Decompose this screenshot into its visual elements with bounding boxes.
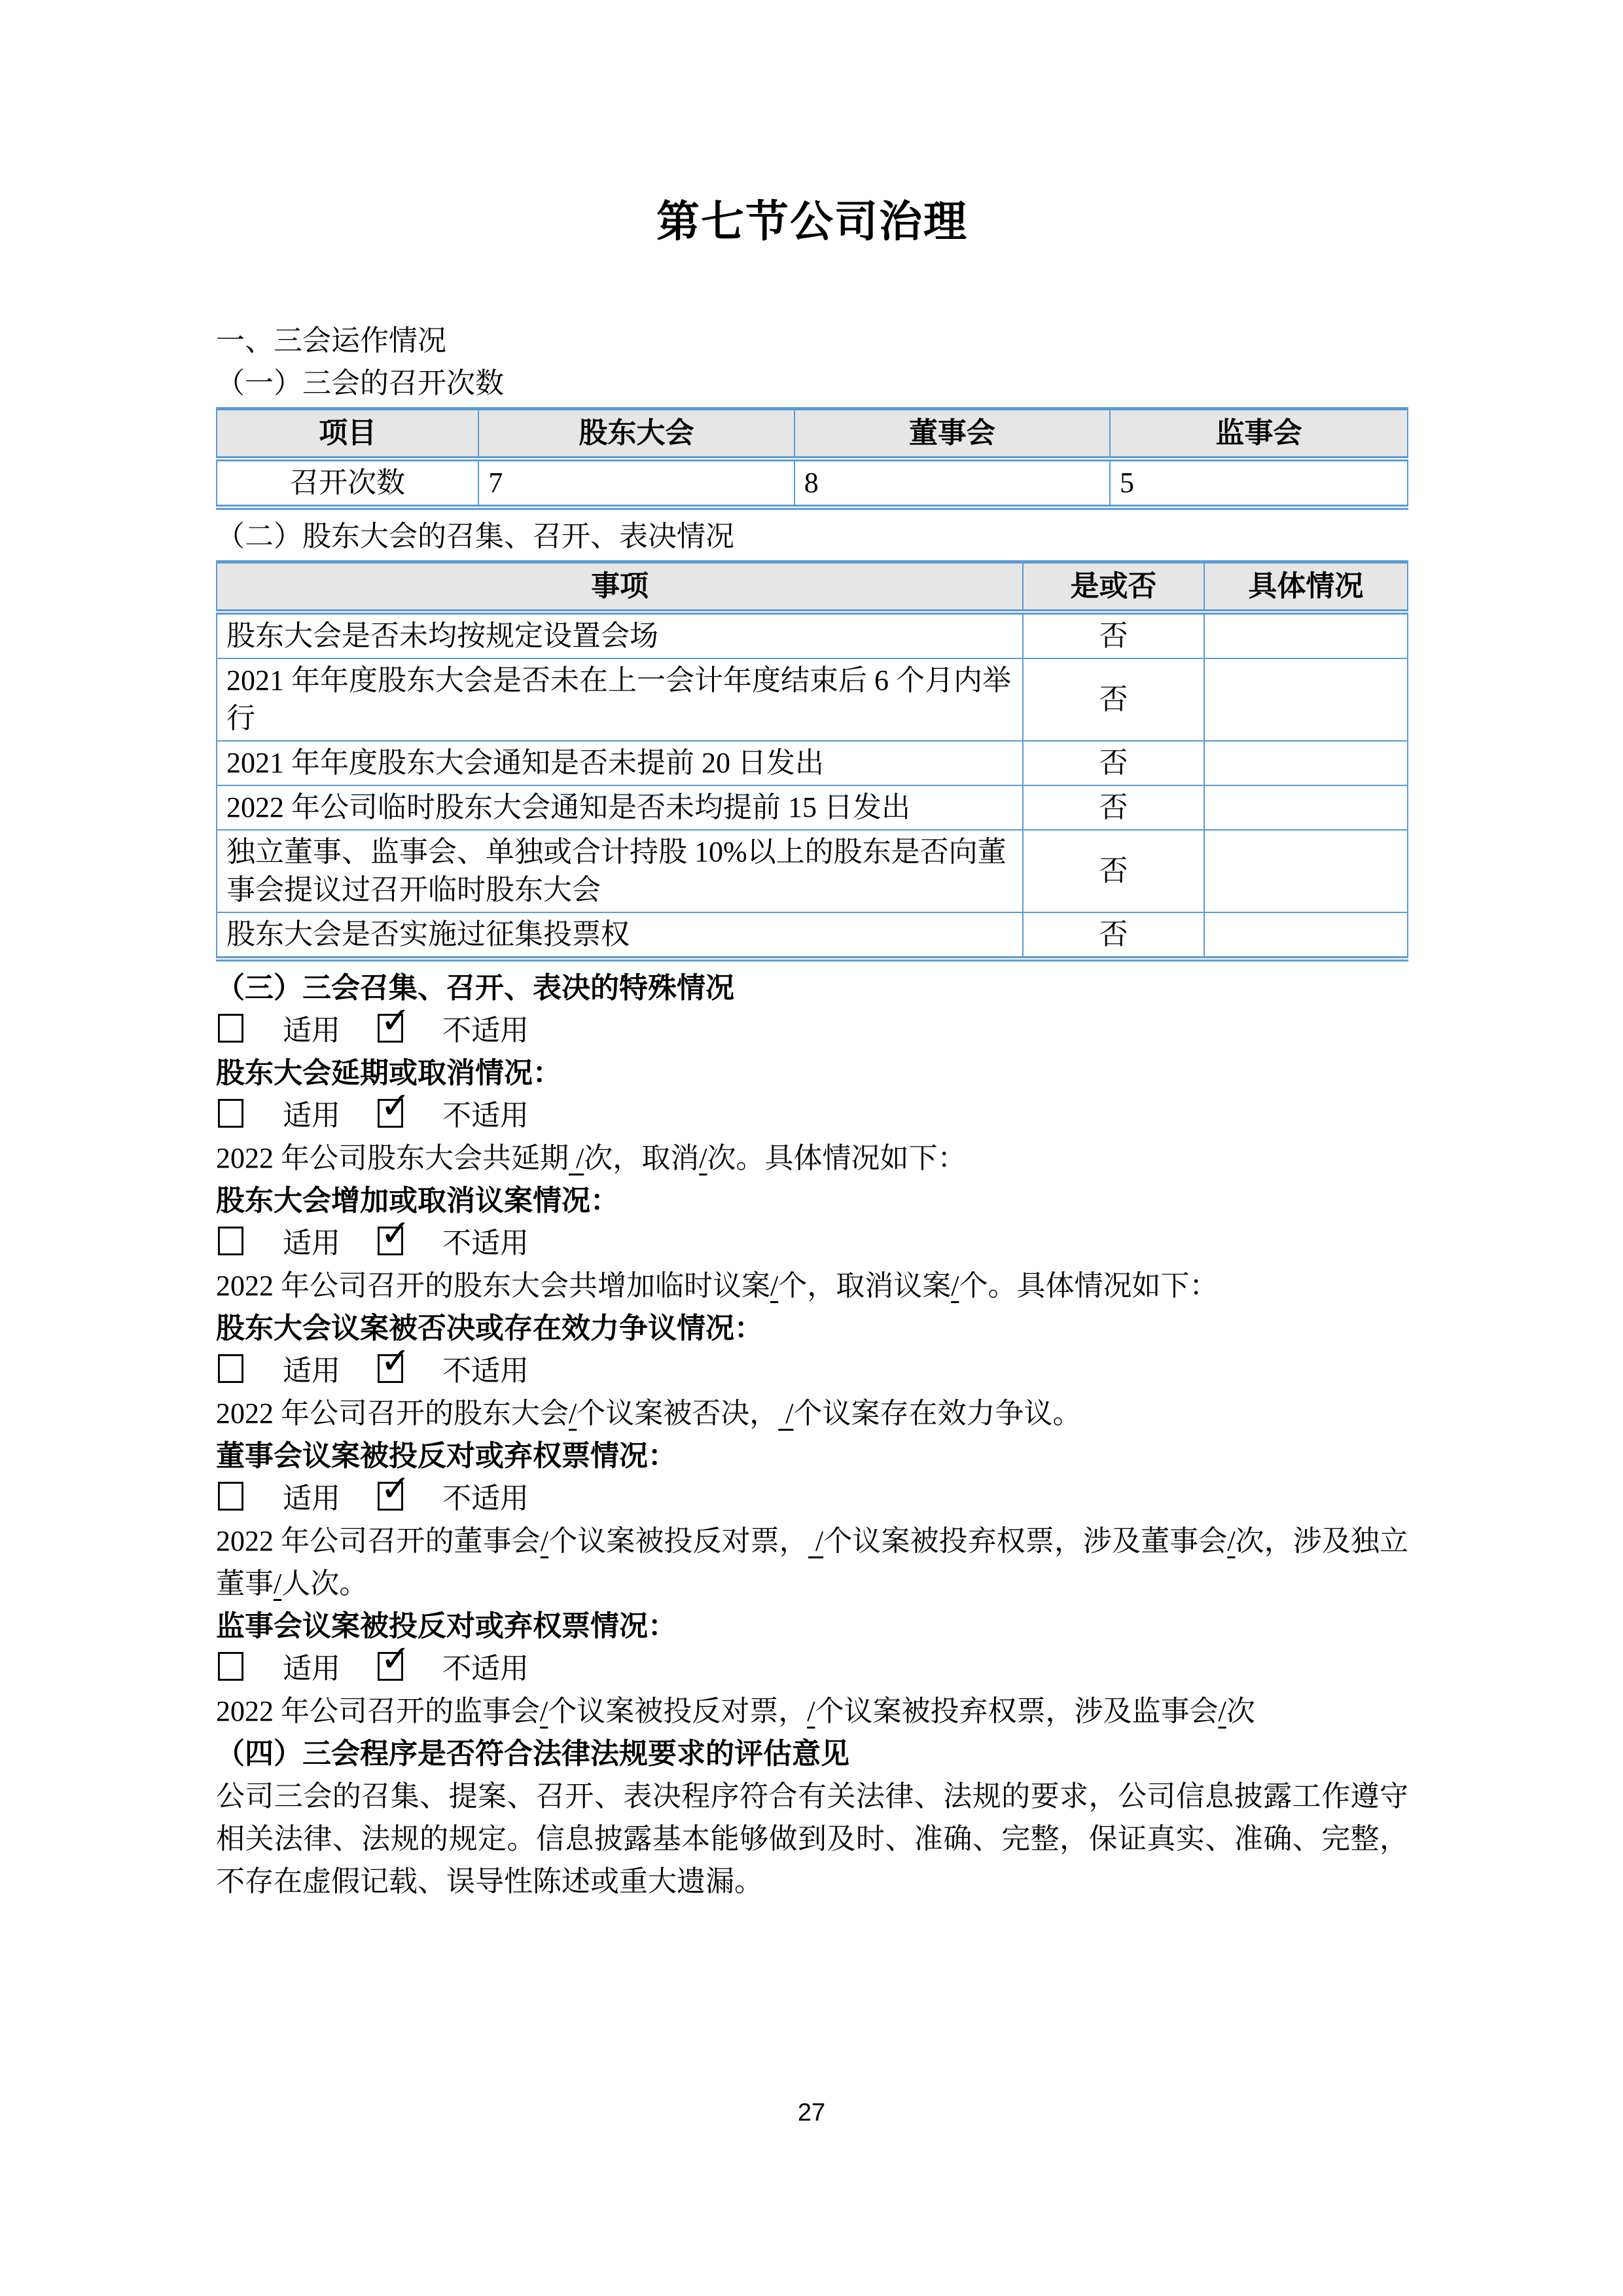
option-label-applicable: 适用 xyxy=(283,1227,340,1259)
check-mark-icon: ✓ xyxy=(380,1212,411,1255)
applicability-options xyxy=(216,1467,1408,1520)
option-label-applicable: 适用 xyxy=(283,1014,340,1047)
blank-slash: / xyxy=(569,1397,577,1429)
checked-checkbox-icon xyxy=(378,1085,411,1128)
option-label-not-applicable: 不适用 xyxy=(442,1355,529,1387)
blank-slash: / xyxy=(540,1525,549,1557)
column-header-details: 具体情况 xyxy=(1204,562,1408,613)
check-mark-icon: ✓ xyxy=(380,1085,411,1127)
option-label-applicable: 适用 xyxy=(283,1482,340,1515)
checked-checkbox-icon xyxy=(378,1467,411,1511)
blank-slash: / xyxy=(770,1270,779,1302)
blank-slash: / xyxy=(778,1397,794,1429)
matter-cell: 股东大会是否实施过征集投票权 xyxy=(217,912,1023,959)
section-heading-1-1: （一）三会的召开次数 xyxy=(216,367,504,399)
blank-slash: / xyxy=(808,1525,824,1557)
detail-cell xyxy=(1204,785,1408,830)
row-label-meeting-count: 召开次数 xyxy=(217,459,478,507)
blank-slash: / xyxy=(807,1695,815,1727)
unchecked-checkbox-icon xyxy=(218,1099,243,1128)
answer-cell: 否 xyxy=(1023,741,1204,785)
checked-checkbox-icon xyxy=(378,1212,411,1255)
column-header-item: 项目 xyxy=(217,409,478,459)
unchecked-checkbox-icon xyxy=(218,1014,243,1043)
blank-slash: / xyxy=(569,1142,584,1174)
amend-proposal-statement: 2022 年公司召开的股东大会共增加临时议案/个，取消议案/个。具体情况如下： xyxy=(216,1270,1219,1302)
unchecked-checkbox-icon xyxy=(218,1354,243,1383)
checked-checkbox-icon xyxy=(378,1340,411,1383)
option-label-not-applicable: 不适用 xyxy=(442,1014,529,1047)
applicability-options xyxy=(216,1638,1408,1690)
table-row xyxy=(217,785,1408,830)
option-label-applicable: 适用 xyxy=(283,1355,340,1387)
supervisory-meeting-count: 5 xyxy=(1110,459,1408,507)
shareholder-meeting-count: 7 xyxy=(478,459,794,507)
option-label-not-applicable: 不适用 xyxy=(442,1482,529,1515)
matter-cell: 2021 年年度股东大会是否未在上一会计年度结束后 6 个月内举行 xyxy=(217,658,1023,741)
option-label-not-applicable: 不适用 xyxy=(442,1100,529,1132)
blank-slash: / xyxy=(699,1142,707,1174)
postpone-cancel-statement: 2022 年公司股东大会共延期 /次，取消/次。具体情况如下： xyxy=(216,1142,967,1174)
answer-cell: 否 xyxy=(1023,612,1204,658)
applicability-options xyxy=(216,999,1408,1052)
option-label-applicable: 适用 xyxy=(283,1653,340,1685)
detail-cell xyxy=(1204,658,1408,741)
unchecked-checkbox-icon xyxy=(218,1652,243,1681)
option-label-not-applicable: 不适用 xyxy=(442,1653,529,1685)
table-row xyxy=(217,741,1408,785)
matter-cell: 2021 年年度股东大会通知是否未提前 20 日发出 xyxy=(217,741,1023,785)
board-vote-label: 董事会议案被投反对或弃权票情况： xyxy=(216,1440,677,1472)
detail-cell xyxy=(1204,830,1408,912)
matter-cell: 2022 年公司临时股东大会通知是否未均提前 15 日发出 xyxy=(217,785,1023,830)
section-heading-1-2: （二）股东大会的召集、召开、表决情况 xyxy=(216,520,734,552)
blank-slash: / xyxy=(951,1270,959,1302)
rejected-proposal-label: 股东大会议案被否决或存在效力争议情况： xyxy=(216,1312,763,1344)
blank-slash: / xyxy=(274,1568,282,1600)
board-vote-statement: 2022 年公司召开的董事会/个议案被投反对票， /个议案被投弃权票，涉及董事会/次，涉及独立董事/人次。 xyxy=(216,1525,1409,1600)
page-number: 27 xyxy=(797,2099,826,2126)
matter-cell: 股东大会是否未均按规定设置会场 xyxy=(217,612,1023,658)
check-mark-icon: ✓ xyxy=(380,1467,411,1510)
column-header-board: 董事会 xyxy=(794,409,1110,459)
column-header-matter: 事项 xyxy=(217,562,1023,613)
check-mark-icon: ✓ xyxy=(380,1340,411,1382)
page-title: 第七节公司治理 xyxy=(656,198,968,246)
detail-cell xyxy=(1204,612,1408,658)
column-header-shareholder-meeting: 股东大会 xyxy=(478,409,794,459)
section-heading-1-4: （四）三会程序是否符合法律法规要求的评估意见 xyxy=(216,1738,849,1770)
answer-cell: 否 xyxy=(1023,658,1204,741)
amend-proposal-label: 股东大会增加或取消议案情况： xyxy=(216,1185,619,1217)
table-row xyxy=(217,612,1408,658)
page-content xyxy=(216,196,1408,1903)
answer-cell: 否 xyxy=(1023,785,1204,830)
supervisory-vote-statement: 2022 年公司召开的监事会/个议案被投反对票，/个议案被投弃权票，涉及监事会/次 xyxy=(216,1695,1255,1727)
table-header-row xyxy=(217,409,1408,459)
section-heading-1-3: （三）三会召集、召开、表决的特殊情况 xyxy=(216,972,734,1004)
detail-cell xyxy=(1204,912,1408,959)
checked-checkbox-icon xyxy=(378,999,411,1043)
table-header-row xyxy=(217,562,1408,613)
matter-cell: 独立董事、监事会、单独或合计持股 10%以上的股东是否向董事会提议过召开临时股东大会 xyxy=(217,830,1023,912)
column-header-yes-no: 是或否 xyxy=(1023,562,1204,613)
supervisory-vote-label: 监事会议案被投反对或弃权票情况： xyxy=(216,1610,677,1642)
column-header-supervisory: 监事会 xyxy=(1110,409,1408,459)
board-meeting-count: 8 xyxy=(794,459,1110,507)
unchecked-checkbox-icon xyxy=(218,1482,243,1511)
rejected-proposal-statement: 2022 年公司召开的股东大会/个议案被否决， /个议案存在效力争议。 xyxy=(216,1397,1082,1429)
answer-cell: 否 xyxy=(1023,912,1204,959)
section-heading-1: 一、三会运作情况 xyxy=(216,325,446,357)
option-label-applicable: 适用 xyxy=(283,1100,340,1132)
assessment-paragraph: 公司三会的召集、提案、召开、表决程序符合有关法律、法规的要求，公司信息披露工作遵守相关法律、法规的规定。信息披露基本能够做到及时、准确、完整，保证真实、准确、完整，不存在虚假记载、误导性陈述或重大遗漏。 xyxy=(216,1780,1408,1897)
applicability-options xyxy=(216,1085,1408,1137)
answer-cell: 否 xyxy=(1023,830,1204,912)
applicability-options xyxy=(216,1340,1408,1392)
option-label-not-applicable: 不适用 xyxy=(442,1227,529,1259)
table-row xyxy=(217,658,1408,741)
check-mark-icon: ✓ xyxy=(380,1638,411,1680)
applicability-options xyxy=(216,1212,1408,1265)
blank-slash: / xyxy=(540,1695,548,1727)
blank-slash: / xyxy=(1227,1525,1236,1557)
postpone-cancel-label: 股东大会延期或取消情况： xyxy=(216,1057,562,1089)
table-row xyxy=(217,459,1408,507)
detail-cell xyxy=(1204,741,1408,785)
table-row xyxy=(217,830,1408,912)
blank-slash: / xyxy=(1218,1695,1226,1727)
unchecked-checkbox-icon xyxy=(218,1227,243,1255)
table-row xyxy=(217,912,1408,959)
checked-checkbox-icon xyxy=(378,1638,411,1681)
check-mark-icon: ✓ xyxy=(380,999,411,1042)
meeting-count-table xyxy=(216,407,1408,510)
shareholder-meeting-table xyxy=(216,560,1408,961)
